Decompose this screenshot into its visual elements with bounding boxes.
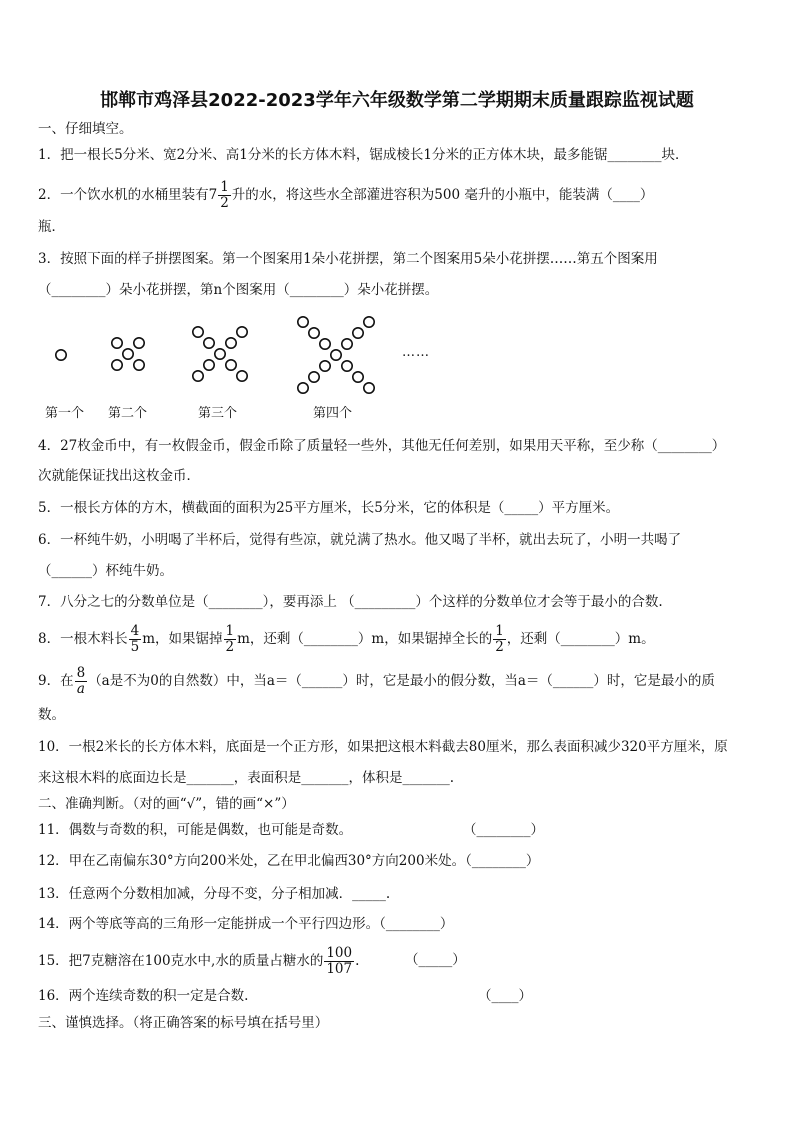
flower-circle: [204, 338, 214, 348]
fraction-denominator: 2: [495, 639, 504, 655]
flower-circle: [204, 360, 214, 370]
flower-circle: [342, 339, 352, 349]
question-2-line-1: [38, 180, 653, 211]
question-7: 7．八分之七的分数单位是（________），要再添上 （_________）个这样的分数单位才会等于最小的合数.: [38, 594, 663, 610]
flower-circle: [298, 317, 308, 327]
question-3-line-2: （________）朵小花拼摆，第n个图案用（________）朵小花拼摆。: [38, 282, 439, 298]
figure-label-4: 第四个: [313, 406, 353, 421]
flower-circle: [193, 327, 203, 337]
question-4-line-1: 4．27枚金币中，有一枚假金币，假金币除了质量轻一些外，其他无任何差别，如果用天平称，至少称（________）: [38, 438, 726, 454]
question-8-fraction-2: [224, 624, 237, 655]
question-14: 14．两个等底等高的三角形一定能拼成一个平行四边形。（________）: [38, 916, 454, 932]
flower-circle: [320, 361, 330, 371]
fraction-numerator: 8: [76, 665, 86, 681]
fraction-denominator: 2: [220, 195, 229, 211]
question-5: 5．一根长方体的方木，横截面的面积为25平方厘米，长5分米，它的体积是（_____）平方厘米。: [38, 500, 620, 516]
flower-circle: [237, 327, 247, 337]
figure-label-1: 第一个: [45, 406, 85, 421]
question-2-suffix: 升的水，将这些水全部灌进容积为500 毫升的小瓶中，能装满（____）: [231, 187, 654, 203]
question-1: 1．把一根长5分米、宽2分米、高1分米的长方体木料，锯成棱长1分米的正方体木块，最多能锯________块．: [38, 147, 689, 163]
question-8-middle-2: m，还剩（________）m，如果锯掉全长的: [237, 631, 493, 647]
question-2-prefix: 2．一个饮水机的水桶里装有: [38, 187, 209, 203]
question-2-fraction: [218, 180, 231, 211]
question-16: [38, 987, 248, 1005]
flower-circle: [226, 360, 236, 370]
question-12: 12．甲在乙南偏东30°方向200米处，乙在甲北偏西30°方向200米处。（________）: [38, 853, 540, 869]
question-11-answer-blank: （________）: [463, 822, 544, 838]
fraction-numerator: 4: [130, 623, 140, 639]
question-15-suffix: .: [355, 953, 360, 969]
question-6-line-2: （______）杯纯牛奶。: [38, 563, 173, 579]
question-10-line-1: 10．一根2米长的长方体木料，底面是一个正方形，如果把这根木料截去80厘米，那么表面积减少320平方厘米，原: [38, 739, 728, 755]
question-15: [38, 946, 359, 977]
flower-circle: [298, 383, 308, 393]
question-9-fraction: [75, 666, 88, 697]
question-15-prefix: 15．把7克糖溶在100克水中,水的质量占糖水的: [38, 953, 324, 969]
question-3-line-1: 3．按照下面的样子拼摆图案。第一个图案用1朵小花拼摆，第二个图案用5朵小花拼摆……第五个图案用: [38, 251, 658, 267]
fraction-denominator: 2: [225, 639, 235, 655]
question-6-line-1: 6．一杯纯牛奶，小明喝了半杯后，觉得有些凉，就兑满了热水。他又喝了半杯，就出去玩了，小明一共喝了: [38, 532, 682, 548]
flower-circle: [364, 383, 374, 393]
flower-circle: [215, 349, 225, 359]
section-1-heading: 一、仔细填空。: [38, 121, 133, 137]
flower-circle: [364, 317, 374, 327]
flower-circle: [320, 339, 330, 349]
fraction-denominator: a: [76, 681, 85, 697]
question-16-answer-blank: （____）: [478, 988, 532, 1004]
section-3-heading: 三、谨慎选择。（将正确答案的标号填在括号里）: [38, 1015, 329, 1031]
flower-circle: [353, 372, 363, 382]
flower-circle: [331, 350, 341, 360]
fraction-numerator: 1: [225, 623, 235, 639]
question-11: [38, 821, 352, 839]
flower-circle: [226, 338, 236, 348]
flower-circle: [112, 338, 122, 348]
question-15-fraction: [324, 946, 354, 977]
question-8-prefix: 8．一根木料长: [38, 631, 128, 647]
question-8-suffix: ，还剩（________）m。: [506, 631, 655, 647]
question-2-line-2: 瓶．: [38, 219, 65, 235]
flower-circle: [309, 328, 319, 338]
question-11-text: 11．偶数与奇数的积，可能是偶数，也可能是奇数。: [38, 822, 353, 838]
question-9-line-2: 数。: [38, 707, 65, 723]
fraction-numerator: 100: [326, 945, 353, 961]
pattern-ellipsis: ……: [402, 345, 430, 360]
flower-circle: [237, 371, 247, 381]
fraction-denominator: 5: [130, 639, 140, 655]
section-2-heading: 二、准确判断。（对的画“√”，错的画“×”）: [38, 796, 295, 812]
question-2-whole: 7: [208, 187, 218, 203]
question-13: 13．任意两个分数相加减，分母不变，分子相加减．_____.: [38, 886, 391, 902]
flower-circle: [112, 360, 122, 370]
fraction-numerator: 1: [220, 179, 229, 195]
question-15-answer-blank: （_____）: [405, 952, 466, 968]
figure-label-2: 第二个: [108, 406, 148, 421]
fraction-numerator: 1: [495, 623, 504, 639]
flower-circle: [134, 338, 144, 348]
figure-label-3: 第三个: [198, 406, 238, 421]
question-9-prefix: 9．在: [38, 673, 74, 689]
flower-circle: [353, 328, 363, 338]
question-8-middle-1: m，如果锯掉: [142, 631, 223, 647]
question-9-suffix: （a是不为0的自然数）中，当a＝（______）时，它是最小的假分数，当a＝（______）时，它是最小的质: [88, 673, 715, 689]
flower-circle: [193, 371, 203, 381]
flower-circle: [342, 361, 352, 371]
question-16-text: 16．两个连续奇数的积一定是合数.: [38, 988, 249, 1004]
question-9-line-1: [38, 666, 715, 697]
flower-circle: [309, 372, 319, 382]
flower-circle: [123, 349, 133, 359]
question-8: [38, 624, 655, 655]
flower-circle: [56, 350, 66, 360]
question-4-line-2: 次就能保证找出这枚金币．: [38, 468, 200, 484]
flower-circle: [134, 360, 144, 370]
fraction-denominator: 107: [326, 961, 353, 977]
page-title: 邯郸市鸡泽县2022-2023学年六年级数学第二学期期末质量跟踪监视试题: [100, 90, 694, 111]
question-8-fraction-1: [129, 624, 142, 655]
question-10-line-2: 来这根木料的底面边长是_______，表面积是_______，体积是_______.: [38, 770, 455, 786]
question-8-fraction-3: [493, 624, 506, 655]
